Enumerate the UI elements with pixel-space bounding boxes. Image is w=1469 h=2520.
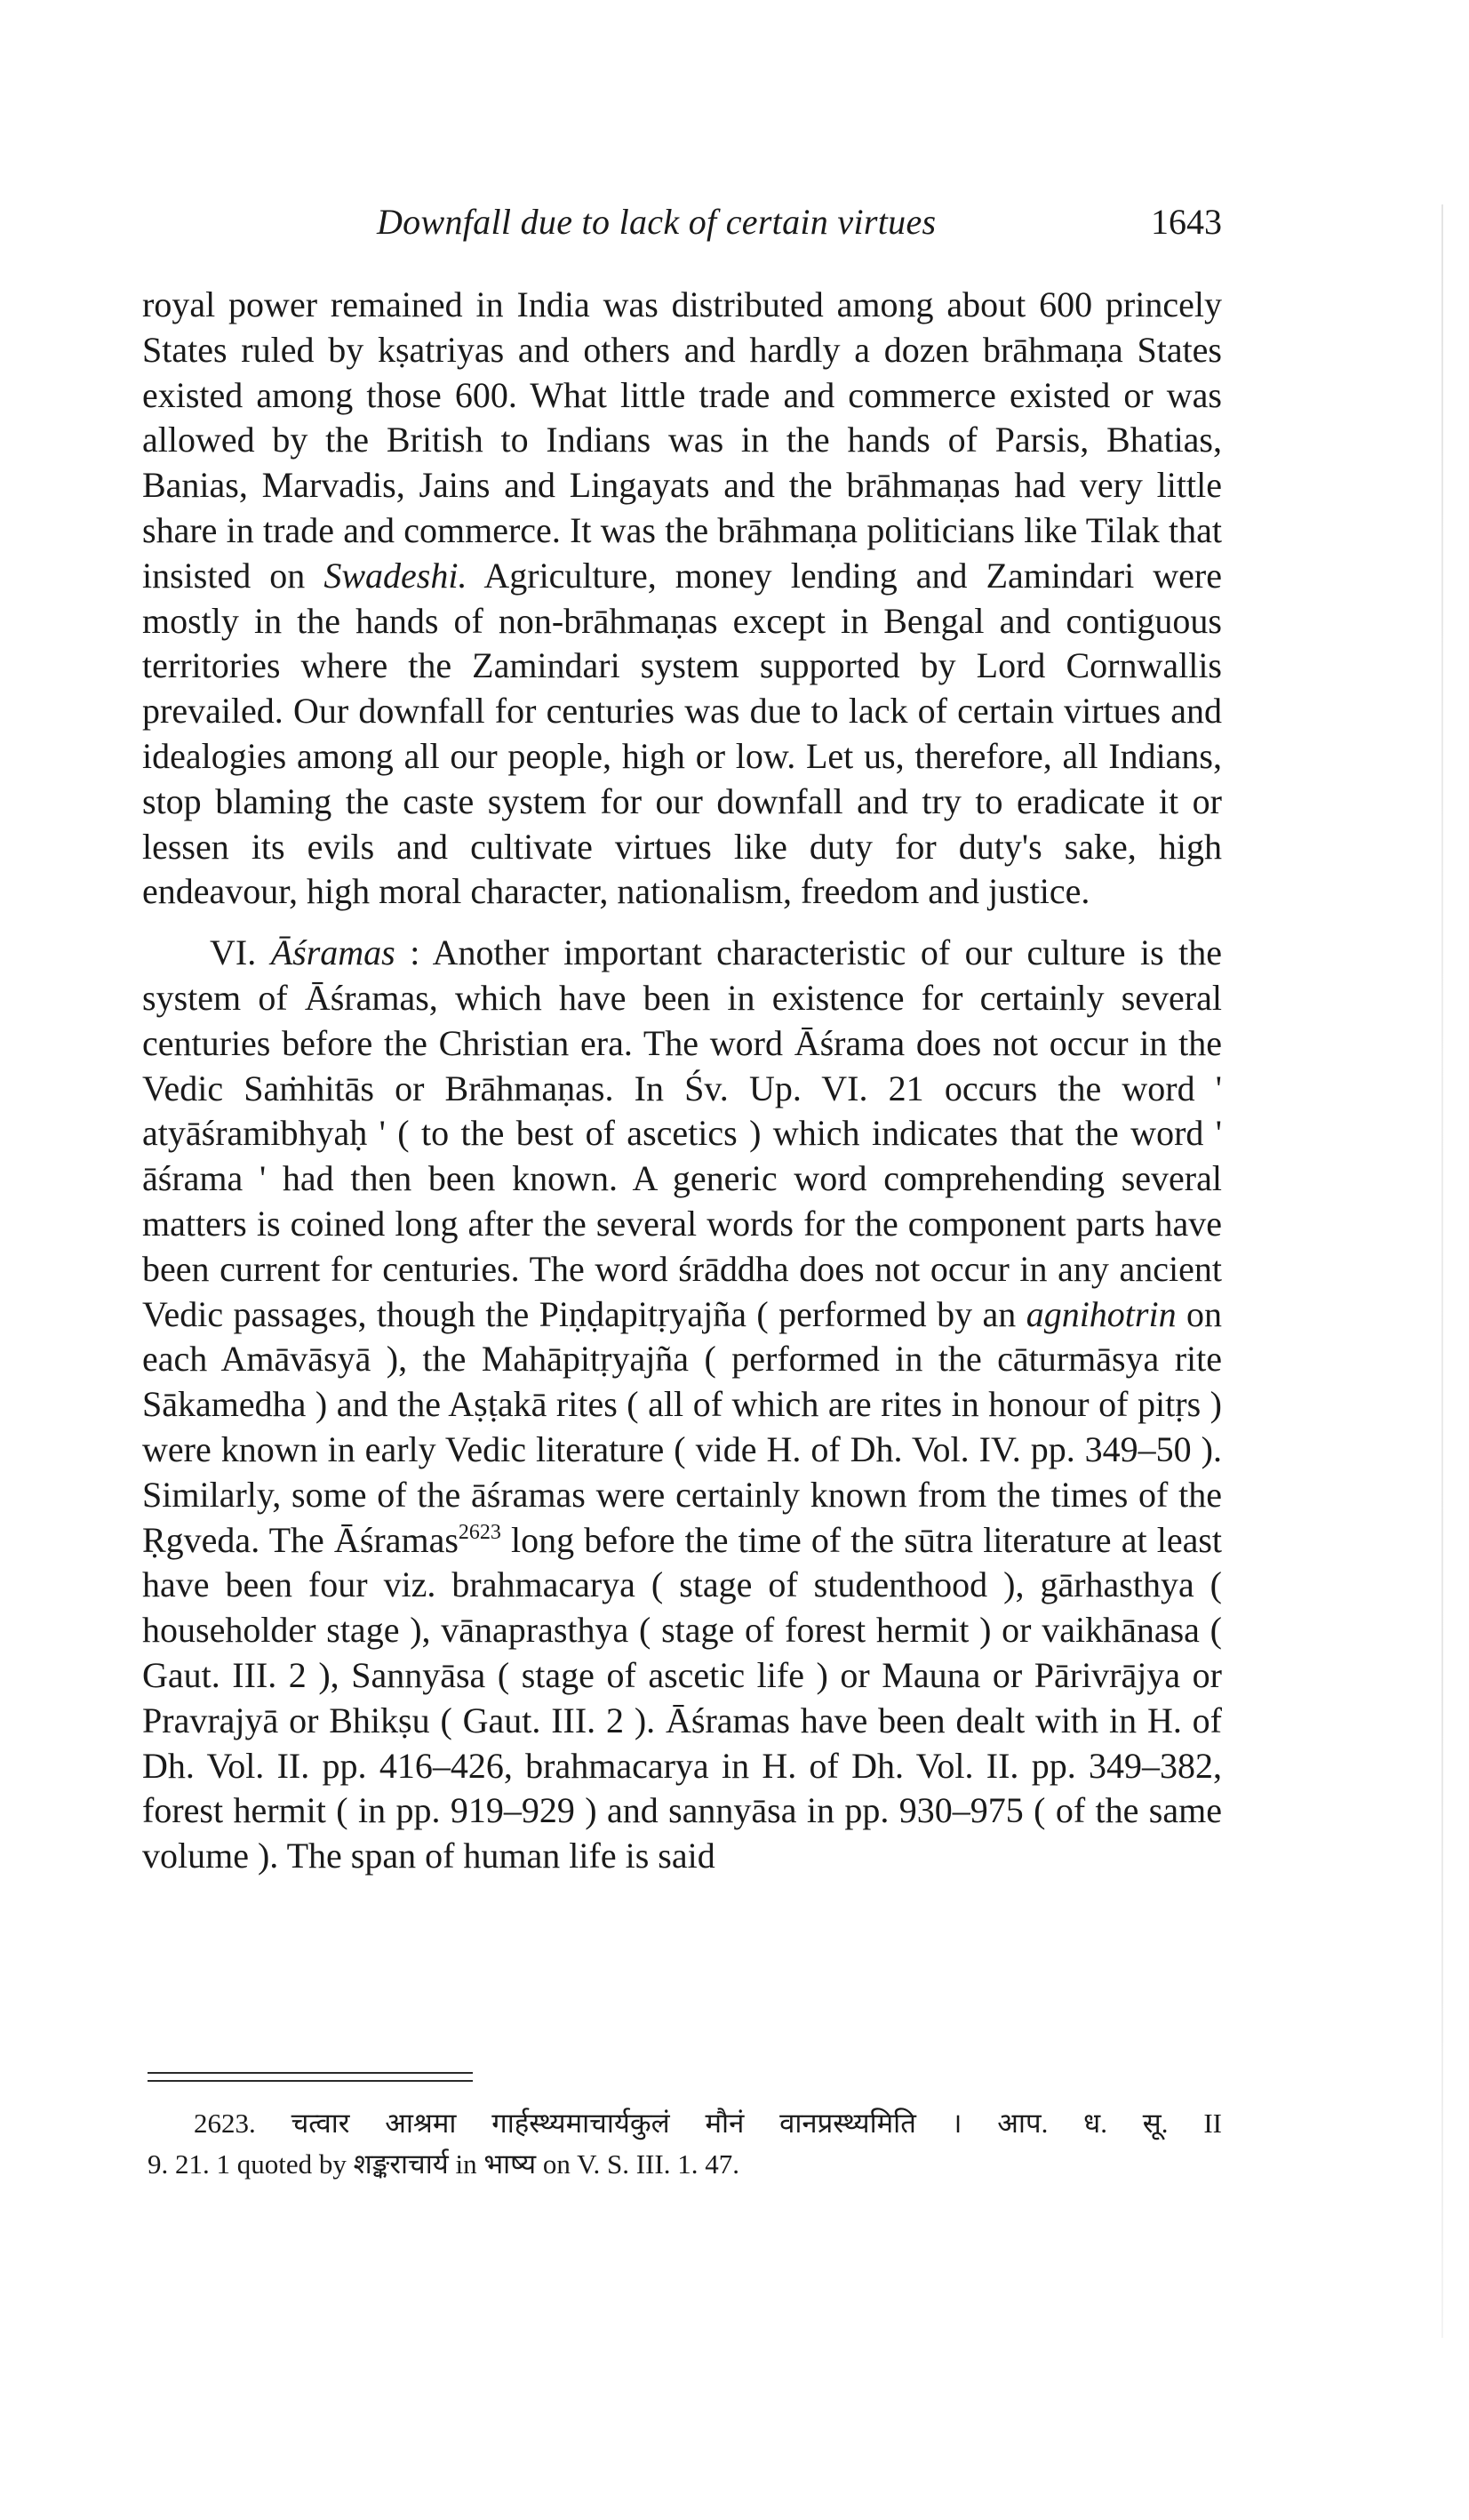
page-number: 1643: [1151, 202, 1222, 242]
term-swadeshi: Swadeshi.: [323, 555, 467, 596]
footnote-reference: 2623: [458, 1520, 501, 1544]
footnote-2623: [148, 2103, 1222, 2185]
section-colon: :: [395, 932, 433, 973]
section-title: Āśramas: [270, 932, 395, 973]
running-head: Downfall due to lack of certain virtues: [377, 202, 937, 242]
paragraph-asramas: [142, 931, 1222, 1879]
page-edge-shadow: [1441, 204, 1443, 2338]
paragraph-caste-downfall: [142, 283, 1222, 915]
footnote-line-2: 9. 21. 1 quoted by शङ्कराचार्य in भाष्य on V. S. III. 1. 47.: [148, 2148, 739, 2180]
term-agnihotrin: agnihotrin: [1026, 1293, 1177, 1334]
footnote-rule: [148, 2072, 473, 2082]
paragraph2-text-b: on each Amāvāsyā ), the Mahāpitṛyajña ( performed in the cāturmāsya rite Sākamedha ) and the Aṣṭakā rites ( all of which are rites in honour of pitṛs ) were known in early Vedic literature ( vide H. of Dh. Vol. IV. pp. 349–50 ). Similarly, some of the āśramas were certainly known from the times of the Ṛgveda. The Āśramas: [142, 1293, 1223, 1560]
paragraph2-text-a: Another important characteristic of our culture is the system of Āśramas, which have been in existence for certainly several centuries before the Christian era. The word Āśrama does not occur in the Vedic Saṁhitās or Brāhmaṇas. In Śv. Up. VI. 21 occurs the word ' atyāśramibhyaḥ ' ( to the best of ascetics ) which indicates that the word ' āśrama ' had then been known. A generic word comprehending several matters is coined long after the several words for the component parts have been current for centuries. The word śrāddha does not occur in any ancient Vedic passages, though the Piṇḍapitṛyajña ( performed by an: [142, 932, 1223, 1334]
body-text: [142, 283, 1222, 1879]
paragraph2-text-c: long before the time of the sūtra literature at least have been four viz. brahmacarya ( stage of studenthood ), gārhasthya ( householder stage ), vānaprasthya ( stage of forest hermit ) or vaikhānasa ( Gaut. III. 2 ), Sannyāsa ( stage of ascetic life ) or Mauna or Pārivrājya or Pravrajyā or Bhikṣu ( Gaut. III. 2 ). Āśramas have been dealt with in H. of Dh. Vol. II. pp. 416–426, brahmacarya in H. of Dh. Vol. II. pp. 349–382, forest hermit ( in pp. 919–929 ) and sannyāsa in pp. 930–975 ( of the same volume ). The span of human life is said: [142, 1519, 1222, 1876]
section-label: VI.: [210, 932, 257, 973]
footnote-line-1: 2623. चत्वार आश्रमा गार्हस्थ्यमाचार्यकुलं मौनं वानप्रस्थ्यमिति । आप. ध. सू. II: [194, 2108, 1222, 2139]
paragraph1-text-after: Agriculture, money lending and Zamindari were mostly in the hands of non-brāhmaṇas except in Bengal and contiguous territories where the Zamindari system supported by Lord Cornwallis prevailed. Our downfall for centuries was due to lack of certain virtues and idealogies among all our people, high or low. Let us, therefore, all Indians, stop blaming the caste system for our downfall and try to eradicate it or lessen its evils and cultivate virtues like duty for duty's sake, high endeavour, high moral character, nationalism, freedom and justice.: [142, 555, 1222, 912]
page-header: [142, 201, 1222, 263]
paragraph1-text: royal power remained in India was distributed among about 600 princely States ruled by kṣatriyas and others and hardly a dozen brāhmaṇa States existed among those 600. What little trade and commerce existed or was allowed by the British to Indians was in the hands of Parsis, Bhatias, Banias, Marvadis, Jains and Lingayats and the brāhmaṇas had very little share in trade and commerce. It was the brāhmaṇa politicians like Tilak that insisted on: [142, 284, 1222, 596]
